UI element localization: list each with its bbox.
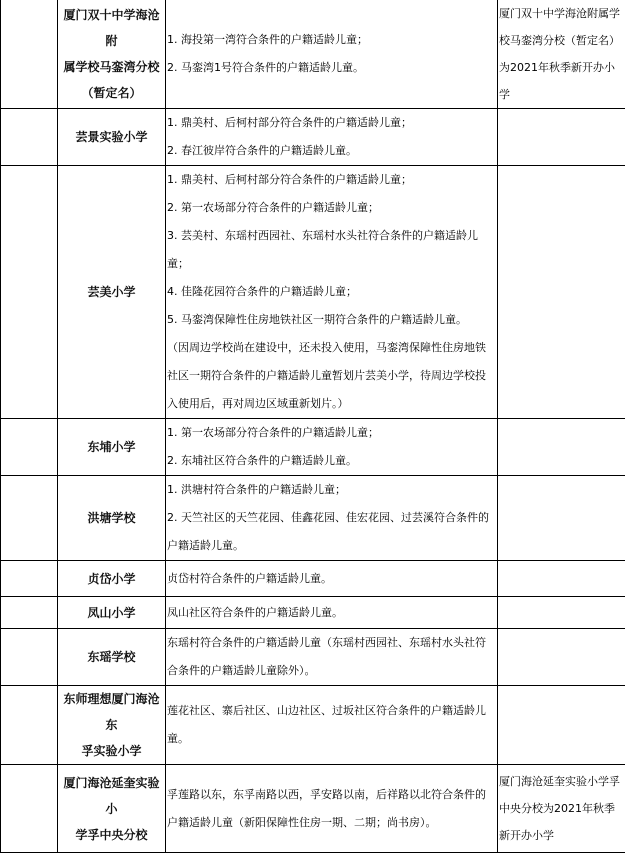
remark-cell xyxy=(498,109,625,166)
table-row xyxy=(1,166,625,419)
area-item: 1. 洪塘村符合条件的户籍适龄儿童； xyxy=(167,476,496,504)
remark-cell xyxy=(498,597,625,629)
school-name-line: （暂定名） xyxy=(60,80,163,106)
area-item: 2. 春江彼岸符合条件的户籍适龄儿童。 xyxy=(167,137,496,165)
table-row xyxy=(1,561,625,597)
enrollment-area-cell xyxy=(166,765,498,853)
index-cell xyxy=(1,166,58,419)
remark-cell xyxy=(498,476,625,561)
school-name-cell: 芸景实验小学 xyxy=(58,109,166,166)
remark-cell: 厦门海沧延奎实验小学孚中央分校为2021年秋季新开办小学 xyxy=(498,765,625,853)
remark-cell xyxy=(498,561,625,597)
area-item: 1. 第一农场部分符合条件的户籍适龄儿童； xyxy=(167,419,496,447)
school-name-cell: 芸美小学 xyxy=(58,166,166,419)
index-cell xyxy=(1,419,58,476)
area-item: 1. 海投第一湾符合条件的户籍适龄儿童； xyxy=(167,26,496,54)
area-item: 2. 马銮湾1号符合条件的户籍适龄儿童。 xyxy=(167,54,496,82)
remark-cell: 厦门双十中学海沧附属学校马銮湾分校（暂定名）为2021年秋季新开办小学 xyxy=(498,0,625,109)
table-row xyxy=(1,686,625,765)
enrollment-area-cell xyxy=(166,629,498,686)
enrollment-area-cell xyxy=(166,419,498,476)
area-item: 2. 第一农场部分符合条件的户籍适龄儿童； xyxy=(167,194,496,222)
area-item: 1. 鼎美村、后柯村部分符合条件的户籍适龄儿童； xyxy=(167,166,496,194)
area-item: 莲花社区、寨后社区、山边社区、过坂社区符合条件的户籍适龄儿童。 xyxy=(167,697,496,753)
table-row xyxy=(1,0,625,109)
school-name-line: 学孚中央分校 xyxy=(60,822,163,848)
index-cell xyxy=(1,109,58,166)
table-row xyxy=(1,597,625,629)
table-row xyxy=(1,419,625,476)
area-item: 3. 芸美村、东瑶村西园社、东瑶村水头社符合条件的户籍适龄儿童； xyxy=(167,222,496,278)
school-name-line: 属学校马銮湾分校 xyxy=(60,54,163,80)
index-cell xyxy=(1,476,58,561)
index-cell xyxy=(1,597,58,629)
table-row xyxy=(1,476,625,561)
school-name-cell: 洪塘学校 xyxy=(58,476,166,561)
table-row xyxy=(1,629,625,686)
area-item: 4. 佳隆花园符合条件的户籍适龄儿童； xyxy=(167,278,496,306)
school-name-cell: 贞岱小学 xyxy=(58,561,166,597)
school-name-cell: 东瑶学校 xyxy=(58,629,166,686)
area-item: 贞岱村符合条件的户籍适龄儿童。 xyxy=(167,565,496,593)
enrollment-area-cell xyxy=(166,561,498,597)
area-item: 2. 天竺社区的天竺花园、佳鑫花园、佳宏花园、过芸溪符合条件的户籍适龄儿童。 xyxy=(167,504,496,560)
index-cell xyxy=(1,686,58,765)
area-item: 孚莲路以东，东孚南路以西，孚安路以南，后祥路以北符合条件的户籍适龄儿童（新阳保障性住房一期、二期；尚书房）。 xyxy=(167,781,496,837)
remark-cell xyxy=(498,166,625,419)
school-name-cell: 凤山小学 xyxy=(58,597,166,629)
school-name-cell xyxy=(58,686,166,765)
index-cell xyxy=(1,561,58,597)
enrollment-area-cell xyxy=(166,0,498,109)
remark-cell xyxy=(498,419,625,476)
table-row xyxy=(1,765,625,853)
enrollment-area-cell xyxy=(166,109,498,166)
index-cell xyxy=(1,0,58,109)
remark-cell xyxy=(498,686,625,765)
index-cell xyxy=(1,629,58,686)
enrollment-area-cell xyxy=(166,686,498,765)
area-item: 1. 鼎美村、后柯村部分符合条件的户籍适龄儿童； xyxy=(167,109,496,137)
school-name-cell xyxy=(58,765,166,853)
area-item: 东瑶村符合条件的户籍适龄儿童（东瑶村西园社、东瑶村水头社符合条件的户籍适龄儿童除外）。 xyxy=(167,629,496,685)
school-name-cell xyxy=(58,0,166,109)
area-item: 5. 马銮湾保障性住房地铁社区一期符合条件的户籍适龄儿童。 xyxy=(167,306,496,334)
area-item: 2. 东埔社区符合条件的户籍适龄儿童。 xyxy=(167,447,496,475)
enrollment-area-cell xyxy=(166,597,498,629)
school-name-cell: 东埔小学 xyxy=(58,419,166,476)
school-name-line: 厦门双十中学海沧附 xyxy=(60,2,163,54)
area-item: 凤山社区符合条件的户籍适龄儿童。 xyxy=(167,599,496,627)
index-cell xyxy=(1,765,58,853)
enrollment-area-cell xyxy=(166,476,498,561)
enrollment-area-cell xyxy=(166,166,498,419)
school-name-line: 厦门海沧延奎实验小 xyxy=(60,770,163,822)
school-name-line: 孚实验小学 xyxy=(60,738,163,764)
remark-cell xyxy=(498,629,625,686)
school-name-line: 东师理想厦门海沧东 xyxy=(60,686,163,738)
area-note: （因周边学校尚在建设中，还未投入使用，马銮湾保障性住房地铁社区一期符合条件的户籍适龄儿童暂划片芸美小学，待周边学校投入使用后，再对周边区域重新划片。） xyxy=(167,334,496,418)
table-row xyxy=(1,109,625,166)
